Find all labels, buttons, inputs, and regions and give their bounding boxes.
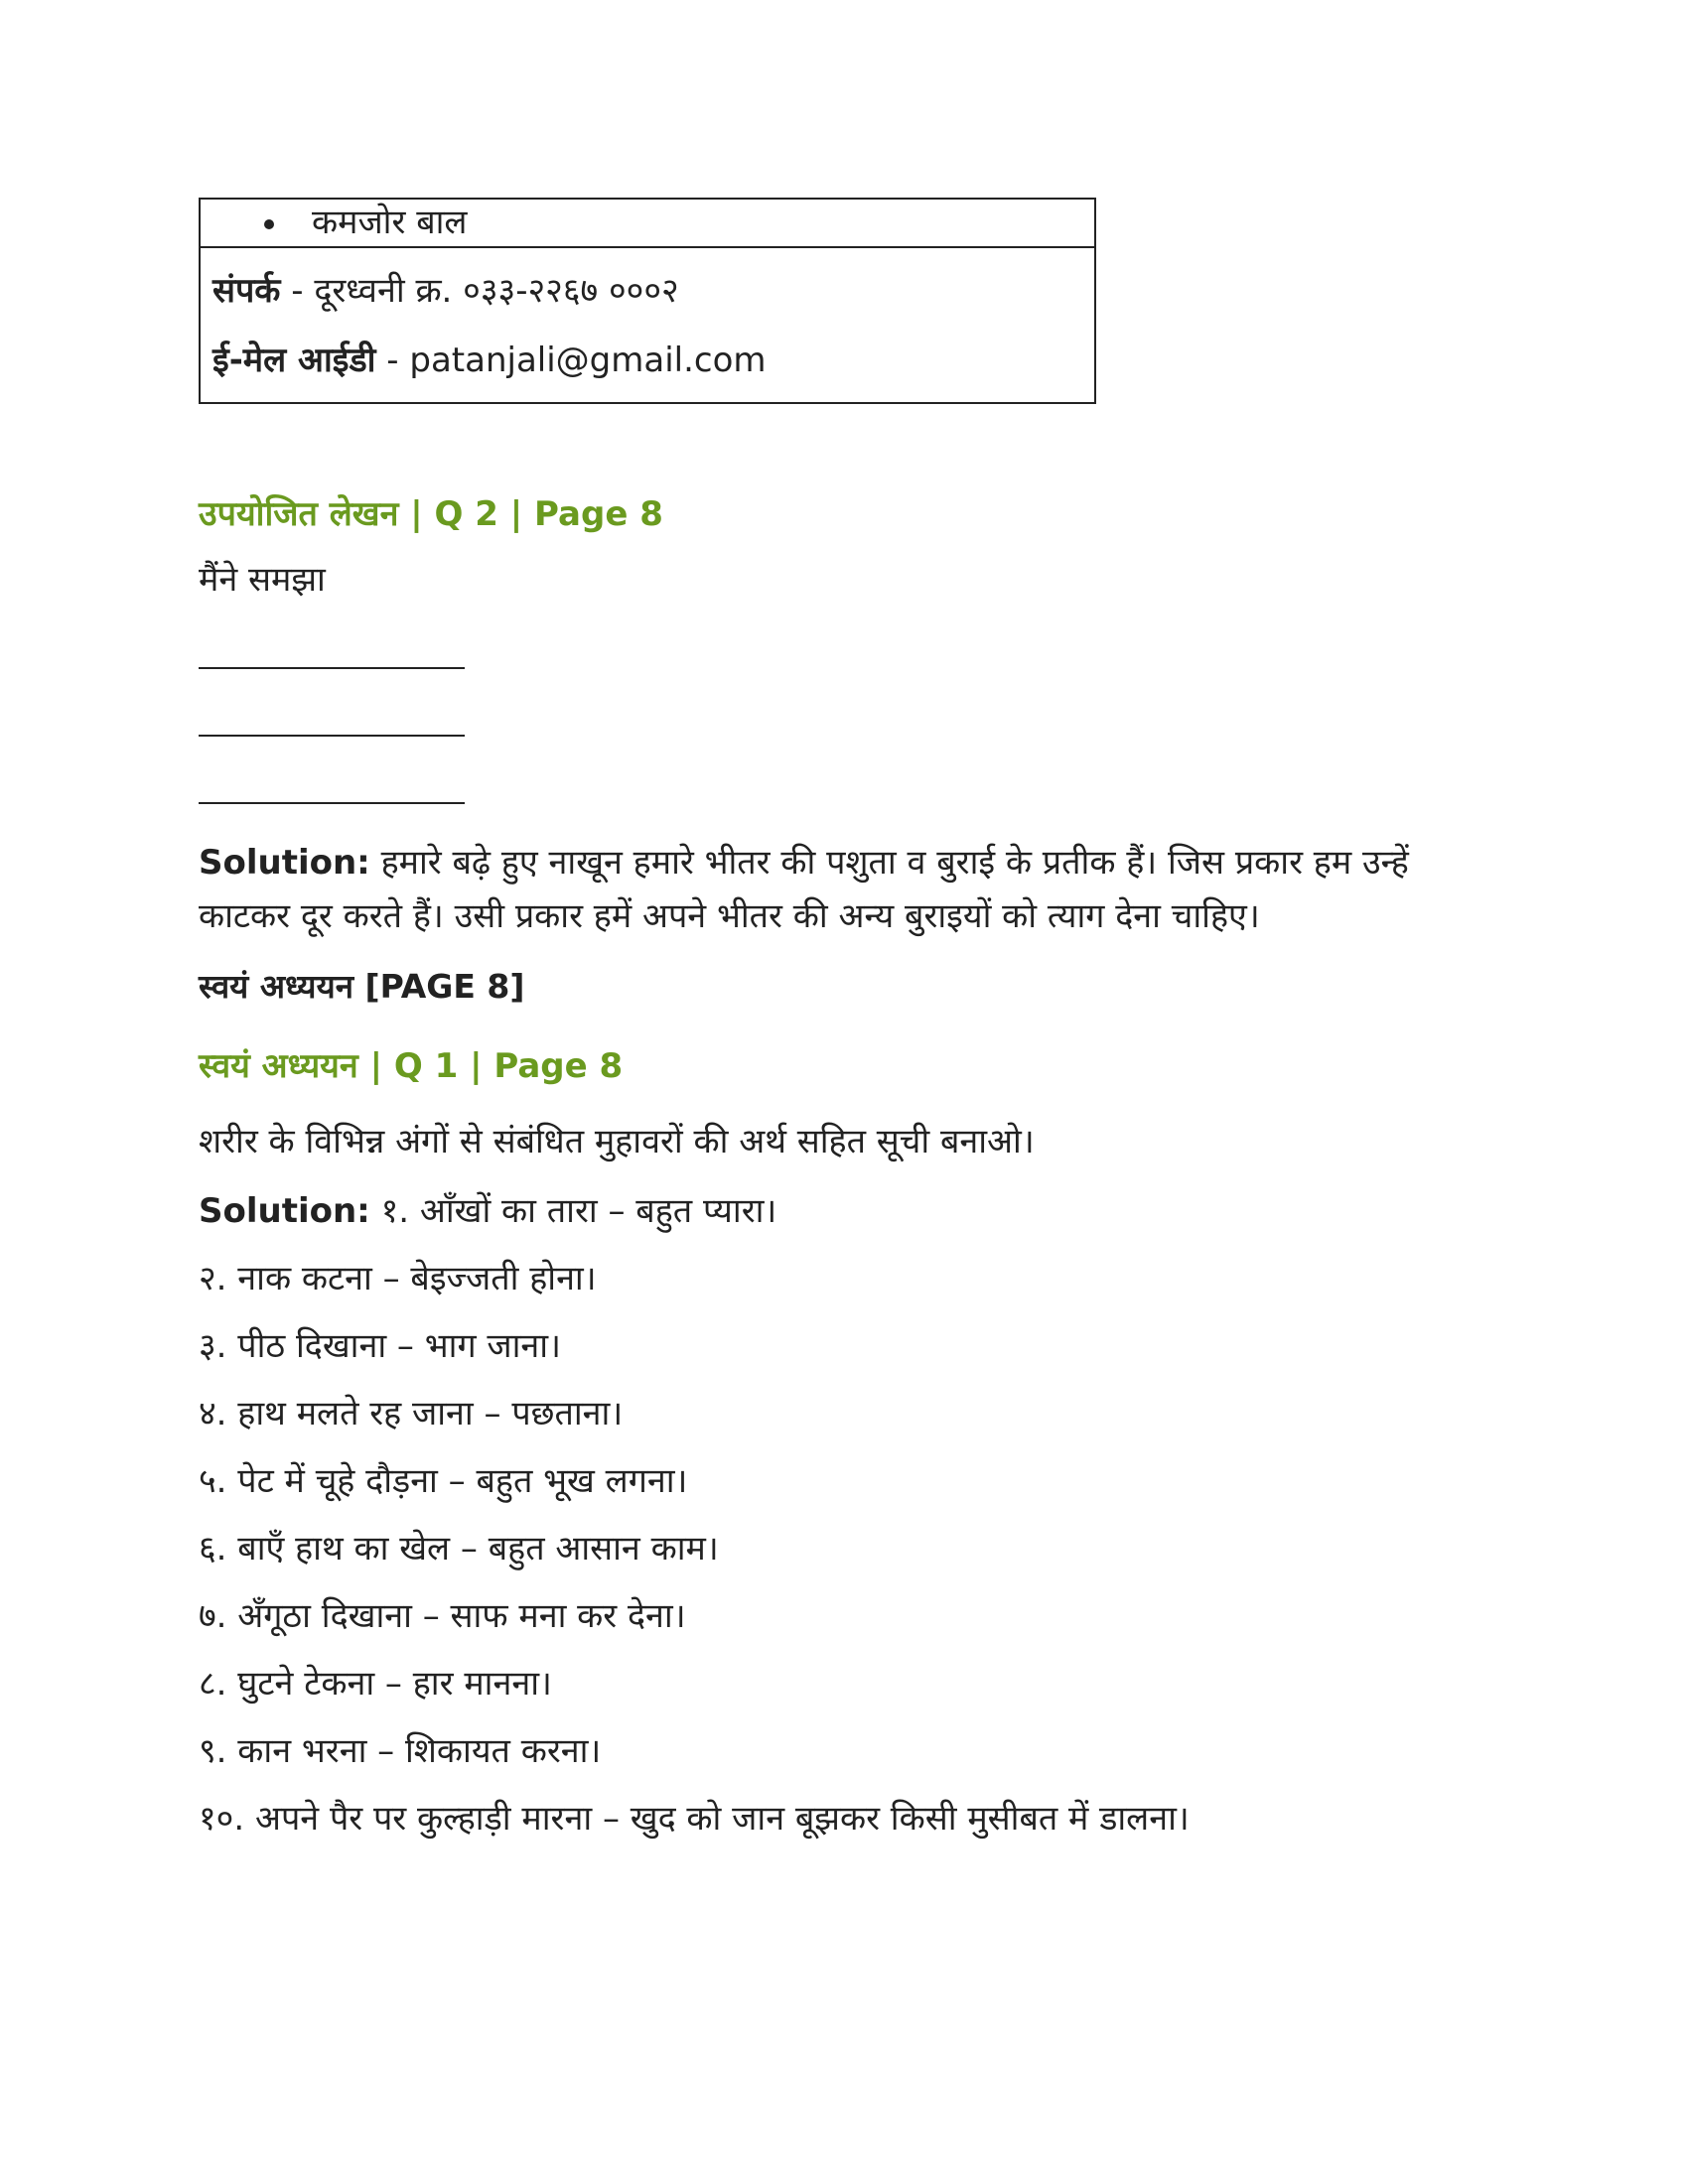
email-separator: - xyxy=(375,341,410,380)
bullet-row xyxy=(201,200,1094,248)
section2-title: स्वयं अध्ययन [PAGE 8] xyxy=(199,967,525,1006)
answer-blank-line-1 xyxy=(199,667,465,669)
phone-label: संपर्क xyxy=(212,271,281,311)
email-value: patanjali@gmail.com xyxy=(409,341,767,380)
phone-separator: - xyxy=(280,271,315,311)
list-item: २. नाक कटना – बेइज्जती होना। xyxy=(199,1259,597,1298)
section2-question: शरीर के विभिन्न अंगों से संबंधित मुहावरों की अर्थ सहित सूची बनाओ। xyxy=(199,1122,1035,1161)
list-item: ४. हाथ मलते रह जाना – पछताना। xyxy=(199,1394,624,1433)
list-item: ३. पीठ दिखाना – भाग जाना। xyxy=(199,1326,561,1366)
list-item: ७. अँगूठा दिखाना – साफ मना कर देना। xyxy=(199,1596,686,1636)
solution-text: हमारे बढ़े हुए नाखून हमारे भीतर की पशुता व बुराई के प्रतीक हैं। जिस प्रकार हम उन्हें काटकर दूर करते हैं। उसी प्रकार हमें अपने भीतर की अन्य बुराइयों को त्याग देना चाहिए। xyxy=(199,843,1409,936)
answer-blank-line-3 xyxy=(199,802,465,804)
section1-question: मैंने समझा xyxy=(199,560,326,600)
section2-heading[interactable]: स्वयं अध्ययन | Q 1 | Page 8 xyxy=(199,1046,624,1086)
list-item: ५. पेट में चूहे दौड़ना – बहुत भूख लगना। xyxy=(199,1461,688,1501)
email-label: ई-मेल आईडी xyxy=(212,341,376,380)
phone-value: दूरध्वनी क्र. ०३३-२२६७ ०००२ xyxy=(314,271,679,311)
list-item xyxy=(199,1189,776,1233)
contact-info-box xyxy=(199,198,1096,404)
list-item: १०. अपने पैर पर कुल्हाड़ी मारना – खुद को जान बूझकर किसी मुसीबत में डालना। xyxy=(199,1799,1190,1839)
email-row xyxy=(212,339,767,382)
solution-label: Solution: xyxy=(199,843,370,883)
list-item-text: १. आँखों का तारा – बहुत प्यारा। xyxy=(369,1191,777,1231)
phone-row xyxy=(212,269,679,313)
solution-label: Solution: xyxy=(199,1191,370,1231)
list-item: ८. घुटने टेकना – हार मानना। xyxy=(199,1664,552,1704)
list-item: ६. बाएँ हाथ का खेल – बहुत आसान काम। xyxy=(199,1529,719,1569)
answer-blank-line-2 xyxy=(199,735,465,737)
list-item: ९. कान भरना – शिकायत करना। xyxy=(199,1731,602,1771)
section1-solution xyxy=(199,836,1489,943)
bullet-icon xyxy=(264,219,274,229)
section1-heading[interactable]: उपयोजित लेखन | Q 2 | Page 8 xyxy=(199,494,663,534)
bullet-item-text: कमजोर बाल xyxy=(312,203,468,242)
